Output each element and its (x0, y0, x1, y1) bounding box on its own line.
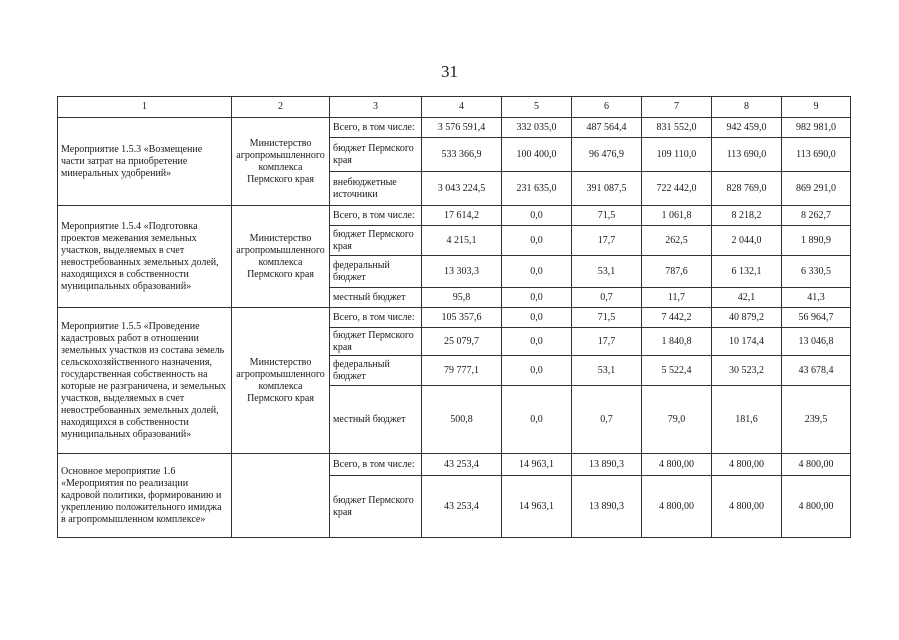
activity-cell: Основное мероприятие 1.6 «Мероприятия по реализации кадровой политики, формированию и укреплению положительного имиджа в агропромышленном комплексе» (58, 454, 232, 538)
value-cell: 4 800,00 (712, 454, 782, 476)
value-cell: 0,7 (572, 386, 642, 454)
value-cell: 17,7 (572, 226, 642, 256)
value-cell: 0,0 (502, 386, 572, 454)
value-cell: 71,5 (572, 308, 642, 328)
value-cell: 11,7 (642, 288, 712, 308)
value-cell: 942 459,0 (712, 118, 782, 138)
value-cell: 96 476,9 (572, 138, 642, 172)
source-cell: бюджет Пермского края (330, 226, 422, 256)
value-cell: 109 110,0 (642, 138, 712, 172)
value-cell: 79 777,1 (422, 356, 502, 386)
value-cell: 1 840,8 (642, 328, 712, 356)
value-cell: 5 522,4 (642, 356, 712, 386)
source-cell: Всего, в том числе: (330, 206, 422, 226)
source-cell: местный бюджет (330, 288, 422, 308)
value-cell: 231 635,0 (502, 172, 572, 206)
value-cell: 105 357,6 (422, 308, 502, 328)
column-header: 1 (58, 97, 232, 118)
value-cell: 17,7 (572, 328, 642, 356)
value-cell: 4 800,00 (642, 454, 712, 476)
table-row (58, 118, 851, 138)
value-cell: 13 046,8 (782, 328, 851, 356)
value-cell: 869 291,0 (782, 172, 851, 206)
activity-cell: Мероприятие 1.5.3 «Возмещение части затрат на приобретение минеральных удобрений» (58, 118, 232, 206)
value-cell: 8 262,7 (782, 206, 851, 226)
value-cell: 10 174,4 (712, 328, 782, 356)
value-cell: 0,7 (572, 288, 642, 308)
value-cell: 25 079,7 (422, 328, 502, 356)
column-header: 6 (572, 97, 642, 118)
value-cell: 14 963,1 (502, 476, 572, 538)
value-cell: 43 253,4 (422, 476, 502, 538)
header-row (58, 97, 851, 118)
value-cell: 487 564,4 (572, 118, 642, 138)
value-cell: 4 800,00 (712, 476, 782, 538)
executor-cell (232, 454, 330, 538)
value-cell: 787,6 (642, 256, 712, 288)
value-cell: 41,3 (782, 288, 851, 308)
value-cell: 500,8 (422, 386, 502, 454)
value-cell: 56 964,7 (782, 308, 851, 328)
value-cell: 982 981,0 (782, 118, 851, 138)
value-cell: 2 044,0 (712, 226, 782, 256)
value-cell: 391 087,5 (572, 172, 642, 206)
activity-cell: Мероприятие 1.5.4 «Подготовка проектов межевания земельных участков, выделяемых в счет невостребованных земельных долей, находящихся в собственности муниципальных образований» (58, 206, 232, 308)
value-cell: 1 890,9 (782, 226, 851, 256)
value-cell: 113 690,0 (712, 138, 782, 172)
value-cell: 0,0 (502, 206, 572, 226)
value-cell: 332 035,0 (502, 118, 572, 138)
value-cell: 828 769,0 (712, 172, 782, 206)
value-cell: 3 043 224,5 (422, 172, 502, 206)
value-cell: 0,0 (502, 328, 572, 356)
column-header: 5 (502, 97, 572, 118)
value-cell: 71,5 (572, 206, 642, 226)
value-cell: 4 800,00 (782, 476, 851, 538)
value-cell: 239,5 (782, 386, 851, 454)
column-header: 3 (330, 97, 422, 118)
value-cell: 79,0 (642, 386, 712, 454)
column-header: 2 (232, 97, 330, 118)
value-cell: 17 614,2 (422, 206, 502, 226)
value-cell: 7 442,2 (642, 308, 712, 328)
table-row (58, 454, 851, 476)
value-cell: 722 442,0 (642, 172, 712, 206)
value-cell: 533 366,9 (422, 138, 502, 172)
value-cell: 8 218,2 (712, 206, 782, 226)
value-cell: 43 678,4 (782, 356, 851, 386)
value-cell: 181,6 (712, 386, 782, 454)
value-cell: 95,8 (422, 288, 502, 308)
value-cell: 100 400,0 (502, 138, 572, 172)
value-cell: 3 576 591,4 (422, 118, 502, 138)
column-header: 4 (422, 97, 502, 118)
source-cell: внебюджетные источники (330, 172, 422, 206)
executor-cell: Министерство агропромышленного комплекса Пермского края (232, 308, 330, 454)
value-cell: 0,0 (502, 256, 572, 288)
value-cell: 4 800,00 (642, 476, 712, 538)
source-cell: бюджет Пермского края (330, 328, 422, 356)
value-cell: 6 330,5 (782, 256, 851, 288)
value-cell: 0,0 (502, 308, 572, 328)
source-cell: местный бюджет (330, 386, 422, 454)
table-row (58, 206, 851, 226)
value-cell: 4 800,00 (782, 454, 851, 476)
value-cell: 53,1 (572, 256, 642, 288)
value-cell: 13 303,3 (422, 256, 502, 288)
source-cell: федеральный бюджет (330, 356, 422, 386)
budget-table (57, 96, 851, 538)
value-cell: 40 879,2 (712, 308, 782, 328)
value-cell: 4 215,1 (422, 226, 502, 256)
source-cell: федеральный бюджет (330, 256, 422, 288)
source-cell: Всего, в том числе: (330, 308, 422, 328)
source-cell: бюджет Пермского края (330, 138, 422, 172)
source-cell: Всего, в том числе: (330, 118, 422, 138)
column-header: 9 (782, 97, 851, 118)
value-cell: 0,0 (502, 356, 572, 386)
value-cell: 43 253,4 (422, 454, 502, 476)
column-header: 8 (712, 97, 782, 118)
column-header: 7 (642, 97, 712, 118)
value-cell: 13 890,3 (572, 454, 642, 476)
value-cell: 0,0 (502, 226, 572, 256)
table-row (58, 308, 851, 328)
value-cell: 6 132,1 (712, 256, 782, 288)
page-number: 31 (441, 62, 458, 81)
value-cell: 831 552,0 (642, 118, 712, 138)
executor-cell: Министерство агропромышленного комплекса Пермского края (232, 118, 330, 206)
source-cell: Всего, в том числе: (330, 454, 422, 476)
value-cell: 42,1 (712, 288, 782, 308)
value-cell: 1 061,8 (642, 206, 712, 226)
value-cell: 53,1 (572, 356, 642, 386)
value-cell: 0,0 (502, 288, 572, 308)
value-cell: 14 963,1 (502, 454, 572, 476)
source-cell: бюджет Пермского края (330, 476, 422, 538)
executor-cell: Министерство агропромышленного комплекса Пермского края (232, 206, 330, 308)
activity-cell: Мероприятие 1.5.5 «Проведение кадастровых работ в отношении земельных участков из состава земель сельскохозяйственного назначения, государственная собственность на которые не разграничена, и земельных участков, выделяемых в счет невостребованных земельных долей, находящихся в собственности муниципальных образований» (58, 308, 232, 454)
value-cell: 262,5 (642, 226, 712, 256)
value-cell: 30 523,2 (712, 356, 782, 386)
value-cell: 13 890,3 (572, 476, 642, 538)
value-cell: 113 690,0 (782, 138, 851, 172)
